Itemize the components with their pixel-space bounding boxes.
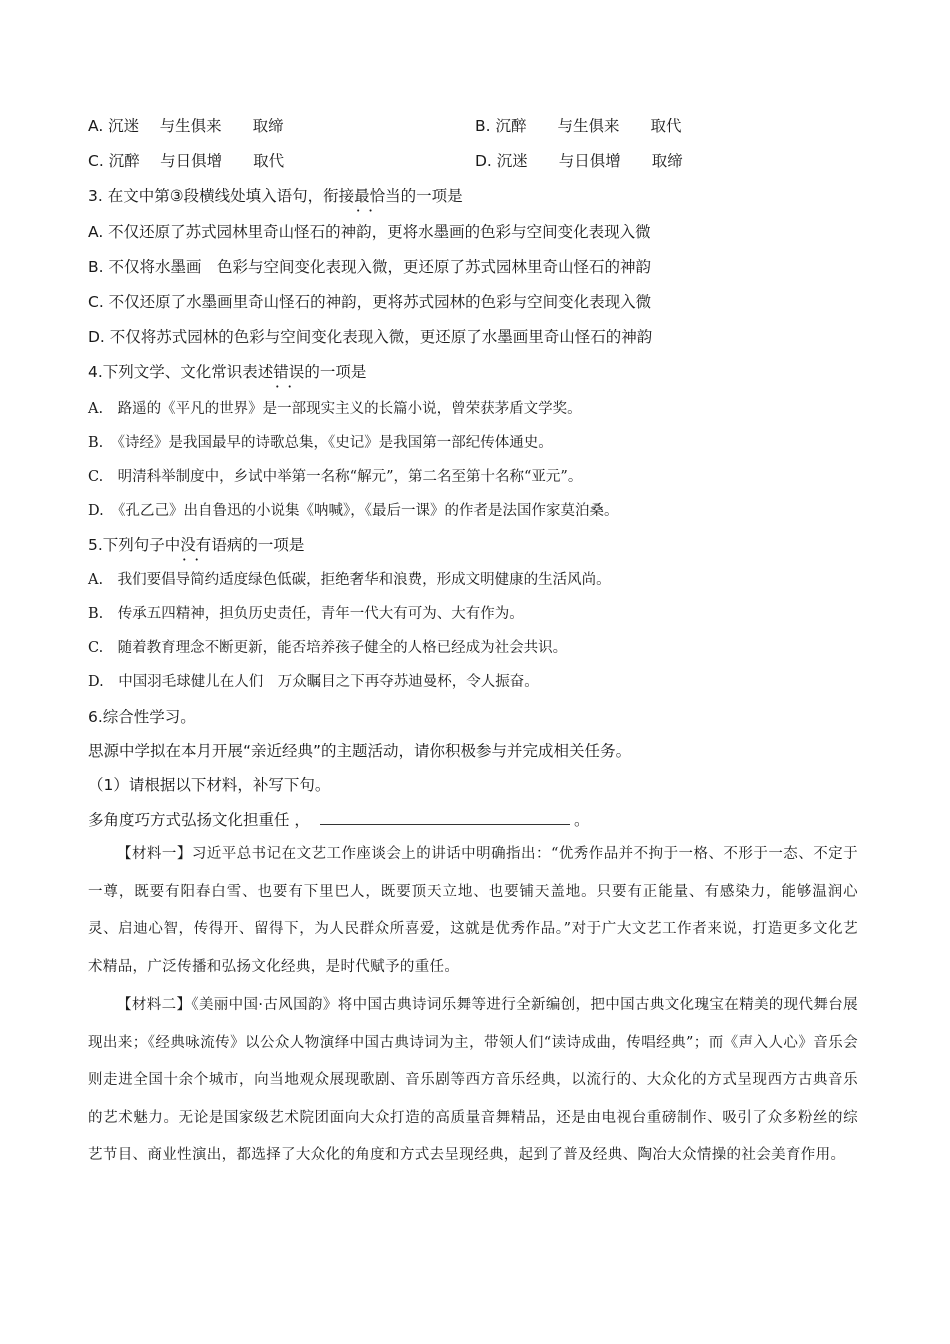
q4-option-c: C. 明清科举制度中，乡试中举第一名称“解元”，第二名至第十名称“亚元”。: [88, 469, 583, 485]
material-two: 【材料二】《美丽中国·古风国韵》将中国古典诗词乐舞等进行全新编创，把中国古典文化瑰宝在精美的现代舞台展现出来；《经典咏流传》以公众人物演绎中国古典诗词为主，带领人们“读诗成曲，传唱经典”；而《声入人心》音乐会则走进全国十余个城市，向当地观众展现歌剧、音乐剧等西方音乐经典，以流行的、大众化的方式呈现西方古典音乐的艺术魅力。无论是国家级艺术院团面向大众打造的高质量音舞精品，还是由电视台重磅制作、吸引了众多粉丝的综艺节目、商业性演出，都选择了大众化的角度和方式去呈现经典，起到了普及经典、陶冶大众情操的社会美育作用。: [88, 997, 858, 1163]
q3-option-d: D. 不仅将苏式园林的色彩与空间变化表现入微，更还原了水墨画里奇山怪石的神韵: [88, 328, 653, 346]
q5-option-d: D. 中国羽毛球健儿在人们 万众瞩目之下再夺苏迪曼杯，令人振奋。: [88, 674, 539, 690]
q2-option-d: D. 沉迷 与日俱增 取缔: [475, 152, 683, 170]
q4-option-d: D. 《孔乙己》出自鲁迅的小说集《呐喊》，《最后一课》的作者是法国作家莫泊桑。: [88, 503, 619, 519]
q5-stem-text: 5.下列句子中: [88, 536, 181, 554]
q4-option-b: B. 《诗经》是我国最早的诗歌总集，《史记》是我国第一部纪传体通史。: [88, 435, 553, 451]
q6-fill-line: [88, 810, 589, 830]
q4-emphasis: 错误 • •: [273, 362, 304, 382]
q3-stem-tail: 的一项是: [400, 187, 463, 205]
material-one: 【材料一】习近平总书记在文艺工作座谈会上的讲话中明确指出：“优秀作品并不拘于一格、不形于一态、不定于一尊，既要有阳春白雪、也要有下里巴人，既要顶天立地、也要铺天盖地。只要有正能量、有感染力，能够温润心灵、启迪心智，传得开、留得下，为人民群众所喜爱，这就是优秀作品。”对于广大文艺工作者来说，打造更多文化艺术精品，广泛传播和弘扬文化经典，是时代赋予的重任。: [88, 846, 858, 975]
q2-option-c: C. 沉醉 与日俱增 取代: [88, 152, 285, 170]
q3-option-c: C. 不仅还原了水墨画里奇山怪石的神韵，更将苏式园林的色彩与空间变化表现入微: [88, 293, 652, 311]
q2-option-a: A. 沉迷 与生俱来 取缔: [88, 117, 284, 135]
q5-option-a: A. 我们要倡导简约适度绿色低碳，拒绝奢华和浪费，形成文明健康的生活风尚。: [88, 572, 611, 588]
q5-stem-tail: 语病的一项是: [211, 536, 305, 554]
q4-stem-tail: 的一项是: [304, 363, 367, 381]
q3-stem-text: 3. 在文中第③段横线处填入语句，衔接: [88, 187, 355, 205]
q5-emphasis: 没有 • •: [180, 535, 211, 555]
q6-title: 6.综合性学习。: [88, 708, 196, 726]
q5-stem: [88, 535, 304, 555]
q3-option-b: B. 不仅将水墨画 色彩与空间变化表现入微，更还原了苏式园林里奇山怪石的神韵: [88, 258, 651, 276]
q6-fill-prompt: 多角度巧方式弘扬文化担重任 ，: [88, 811, 310, 829]
q3-option-a: A. 不仅还原了苏式园林里奇山怪石的神韵，更将水墨画的色彩与空间变化表现入微: [88, 223, 651, 241]
q6-sub1: （1）请根据以下材料，补写下句。: [88, 776, 331, 794]
q4-option-a: A. 路遥的《平凡的世界》是一部现实主义的长篇小说，曾荣获茅盾文学奖。: [88, 401, 582, 417]
q3-emphasis: 最恰当 • •: [354, 186, 401, 206]
q6-intro: 思源中学拟在本月开展“亲近经典”的主题活动，请你积极参与并完成相关任务。: [88, 742, 632, 760]
q6-fill-end: 。: [573, 811, 590, 829]
answer-blank[interactable]: [320, 810, 570, 825]
q5-option-c: C. 随着教育理念不断更新，能否培养孩子健全的人格已经成为社会共识。: [88, 640, 568, 656]
q2-option-b: B. 沉醉 与生俱来 取代: [475, 117, 682, 135]
q5-option-b: B. 传承五四精神，担负历史责任，青年一代大有可为、大有作为。: [88, 606, 524, 622]
q4-stem: [88, 362, 366, 382]
q3-stem: [88, 186, 463, 206]
q4-stem-text: 4.下列文学、文化常识表述: [88, 363, 274, 381]
